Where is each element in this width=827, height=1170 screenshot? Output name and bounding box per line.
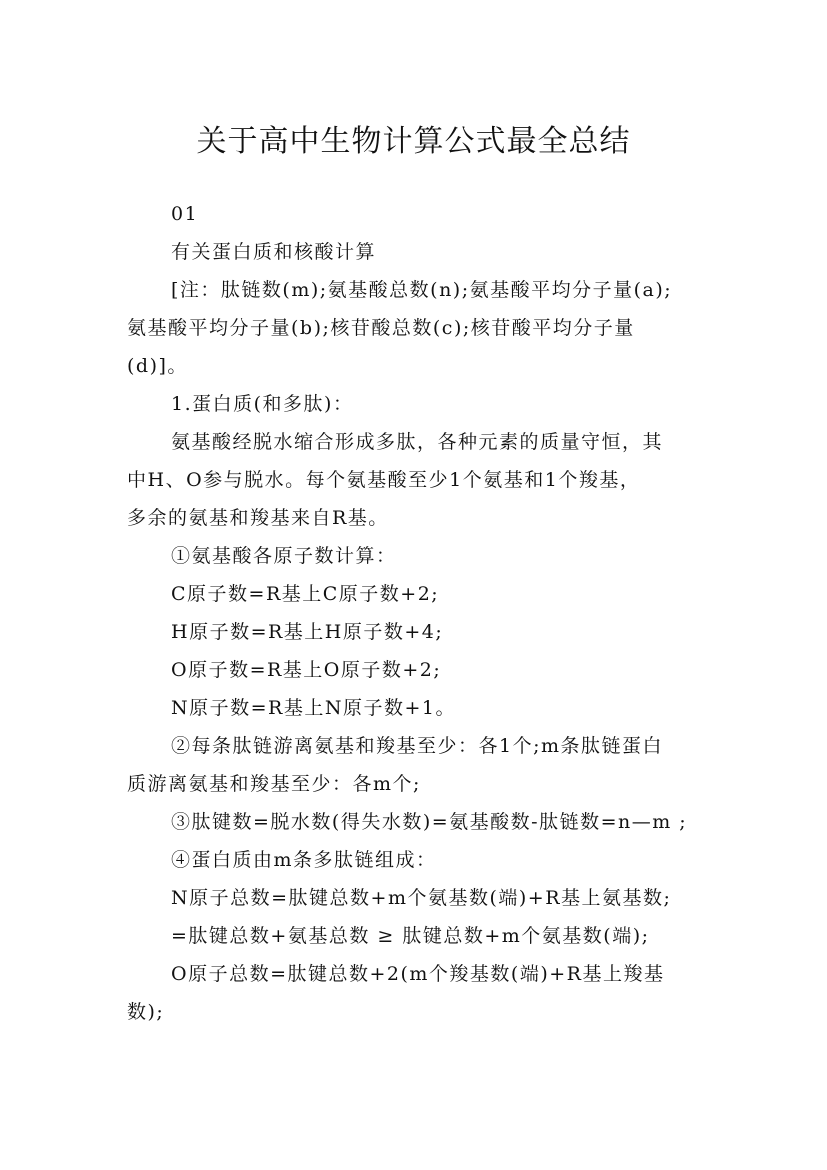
- paragraph-line: 中H、O参与脱水。每个氨基酸至少1个氨基和1个羧基，: [127, 469, 641, 491]
- list-item-continuation: 质游离氨基和羧基至少：各m个;: [127, 773, 421, 795]
- list-item: ③肽键数=脱水数(得失水数)=氨基酸数-肽链数=n—m ;: [171, 811, 688, 833]
- formula-line: H原子数=R基上H原子数+4;: [171, 621, 444, 643]
- formula-line-continuation: 数);: [127, 1001, 165, 1023]
- formula-line: O原子总数=肽键总数+2(m个羧基数(端)+R基上羧基: [171, 963, 665, 985]
- subsection-heading: 1.蛋白质(和多肽)：: [171, 393, 354, 415]
- document-title: 关于高中生物计算公式最全总结: [196, 124, 631, 160]
- note-line: (d)]。: [127, 355, 188, 377]
- formula-line: O原子数=R基上O原子数+2;: [171, 659, 442, 681]
- note-line: 氨基酸平均分子量(b);核苷酸总数(c);核苷酸平均分子量: [127, 317, 635, 339]
- list-item: ②每条肽链游离氨基和羧基至少：各1个;m条肽链蛋白: [171, 735, 664, 757]
- paragraph-line: 氨基酸经脱水缩合形成多肽，各种元素的质量守恒，其: [171, 431, 664, 453]
- document-body: [127, 195, 712, 1031]
- formula-line: N原子总数=肽键总数+m个氨基数(端)+R基上氨基数;: [171, 887, 672, 909]
- paragraph-line: 多余的氨基和羧基来自R基。: [127, 507, 389, 529]
- list-item: ④蛋白质由m条多肽链组成：: [171, 849, 437, 871]
- section-number: 01: [171, 203, 199, 225]
- note-line: [注：肽链数(m);氨基酸总数(n);氨基酸平均分子量(a);: [171, 279, 673, 301]
- formula-line: N原子数=R基上N原子数+1。: [171, 697, 456, 719]
- section-heading: 有关蛋白质和核酸计算: [171, 241, 377, 263]
- formula-line: =肽键总数+氨基总数 ≥ 肽键总数+m个氨基数(端);: [171, 925, 650, 947]
- list-item-heading: ①氨基酸各原子数计算：: [171, 545, 397, 567]
- formula-line: C原子数=R基上C原子数+2;: [171, 583, 440, 605]
